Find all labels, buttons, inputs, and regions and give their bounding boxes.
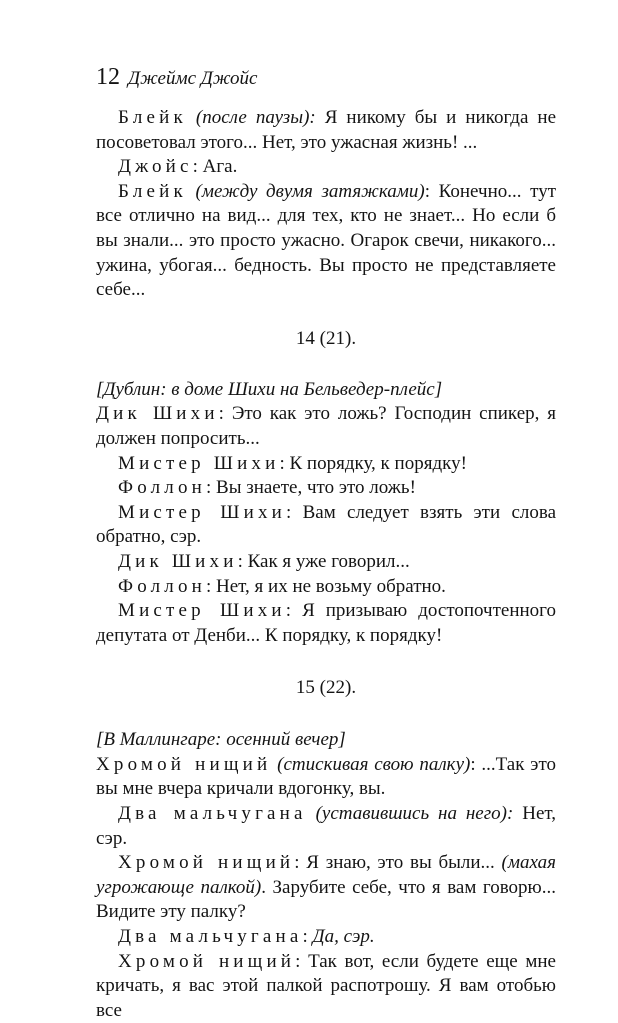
stage-direction: (уставившись на него): <box>315 803 514 825</box>
speaker-name: Блейк <box>118 107 187 128</box>
dialogue-text: Я призываю достопочтенного депутата от Денби... К порядку, к порядку! <box>96 600 556 646</box>
dialogue-text: Ага. <box>202 156 238 178</box>
speaker-name: Мистер Шихи <box>118 600 286 622</box>
dialogue-text: : Конечно... тут все отлично на вид... для тех, кто не знает... Но если б вы знали... это просто ужасно. Огарок свечи, никакого... ужина, убогая... бедность. Вы просто не представляете себе... <box>96 180 556 301</box>
dialogue-line: Джойс: Ага. <box>118 156 238 178</box>
dialogue-text: : ...Так это вы мне вчера кричали вдогонку, вы. <box>96 753 557 800</box>
dialogue-line: Дик Шихи: Это как это ложь? Господин спикер, я должен попросить... <box>96 403 556 449</box>
dialogue-line <box>96 106 556 155</box>
dialogue-text: К порядку, к порядку! <box>289 452 467 474</box>
dialogue-text: Вам следует взять эти слова обратно, сэр. <box>96 501 557 548</box>
dialogue-text: Я знаю, это вы были... <box>306 852 495 874</box>
dialogue-line: Дик Шихи: Как я уже говорил... <box>118 550 410 572</box>
dialogue-line <box>96 802 556 851</box>
dialogue-line: Хромой нищий: Я знаю, это вы были... (махая угрожающе палкой). Зарубите себе, что я вам говорю... Видите эту палку? <box>96 852 557 923</box>
dialogue-text: Вы знаете, что это ложь! <box>216 477 416 499</box>
speaker-name: Блейк <box>118 180 187 202</box>
speaker-name: Хромой нищий <box>118 950 296 972</box>
dialogue-text: Это как это ложь? Господин спикер, я должен попросить... <box>96 403 556 449</box>
stage-direction: (после паузы): <box>195 107 316 128</box>
speaker-name: Фоллон <box>118 575 206 597</box>
dialogue-text: Нет, я их не возьму обратно. <box>216 575 446 597</box>
page-content <box>96 62 556 1023</box>
speaker-name: Дик Шихи <box>118 550 238 572</box>
dialogue-line: Мистер Шихи: К порядку, к порядку! <box>118 452 467 474</box>
stage-direction: (стискивая свою палку) <box>277 753 471 775</box>
dialogue-text: Да, сэр. <box>312 926 375 948</box>
scene-number: 14 (21). <box>295 327 357 349</box>
dialogue-text: Так вот, если будете еще мне кричать, я вас этой палкой распотрошу. Я вам отобью все <box>96 950 556 1021</box>
scene-setting: [Дублин: в доме Шихи на Бельведер-плейс] <box>96 378 443 400</box>
speaker-name: Джойс <box>118 156 193 178</box>
page-number: 12 <box>96 64 120 90</box>
speaker-name: Мистер Шихи <box>118 501 287 523</box>
dialogue-line: Мистер Шихи: Я призываю достопочтенного депутата от Денби... К порядку, к порядку! <box>96 600 556 646</box>
running-header <box>96 62 556 106</box>
running-title: Джеймс Джойс <box>128 68 258 89</box>
dialogue-line: Мистер Шихи: Вам следует взять эти слова обратно, сэр. <box>96 501 557 548</box>
speaker-name: Два мальчугана <box>118 926 303 948</box>
dialogue-line: Хромой нищий: Так вот, если будете еще мне кричать, я вас этой палкой распотрошу. Я вам отобью все <box>96 950 556 1021</box>
dialogue-text: Как я уже говорил... <box>247 550 410 572</box>
dialogue-line <box>96 180 556 303</box>
speaker-name: Два мальчугана <box>118 803 307 825</box>
dialogue-line: Фоллон: Нет, я их не возьму обратно. <box>118 575 446 597</box>
stage-direction: (махая угрожающе палкой) <box>96 852 557 898</box>
speaker-name: Хромой нищий <box>96 753 272 775</box>
dialogue-line: Два мальчугана: Да, сэр. <box>118 926 375 948</box>
scene-setting: [В Маллингаре: осенний вечер] <box>96 729 346 751</box>
speaker-name: Дик Шихи <box>96 403 219 425</box>
speaker-name: Фоллон <box>118 477 206 499</box>
dialogue-text: Я никому бы и никогда не посоветовал этого... Нет, это ужасная жизнь! ... <box>96 107 557 153</box>
speaker-name: Хромой нищий <box>118 852 295 874</box>
dialogue-text: . Зарубите себе, что я вам говорю... Видите эту палку? <box>96 876 556 923</box>
stage-direction: (между двумя затяжками) <box>195 180 425 202</box>
dialogue-text: Нет, сэр. <box>96 803 557 849</box>
dialogue-line: Фоллон: Вы знаете, что это ложь! <box>118 477 416 499</box>
speaker-name: Мистер Шихи <box>118 452 280 474</box>
dialogue-line <box>96 753 556 802</box>
scene-number: 15 (22). <box>295 677 357 699</box>
